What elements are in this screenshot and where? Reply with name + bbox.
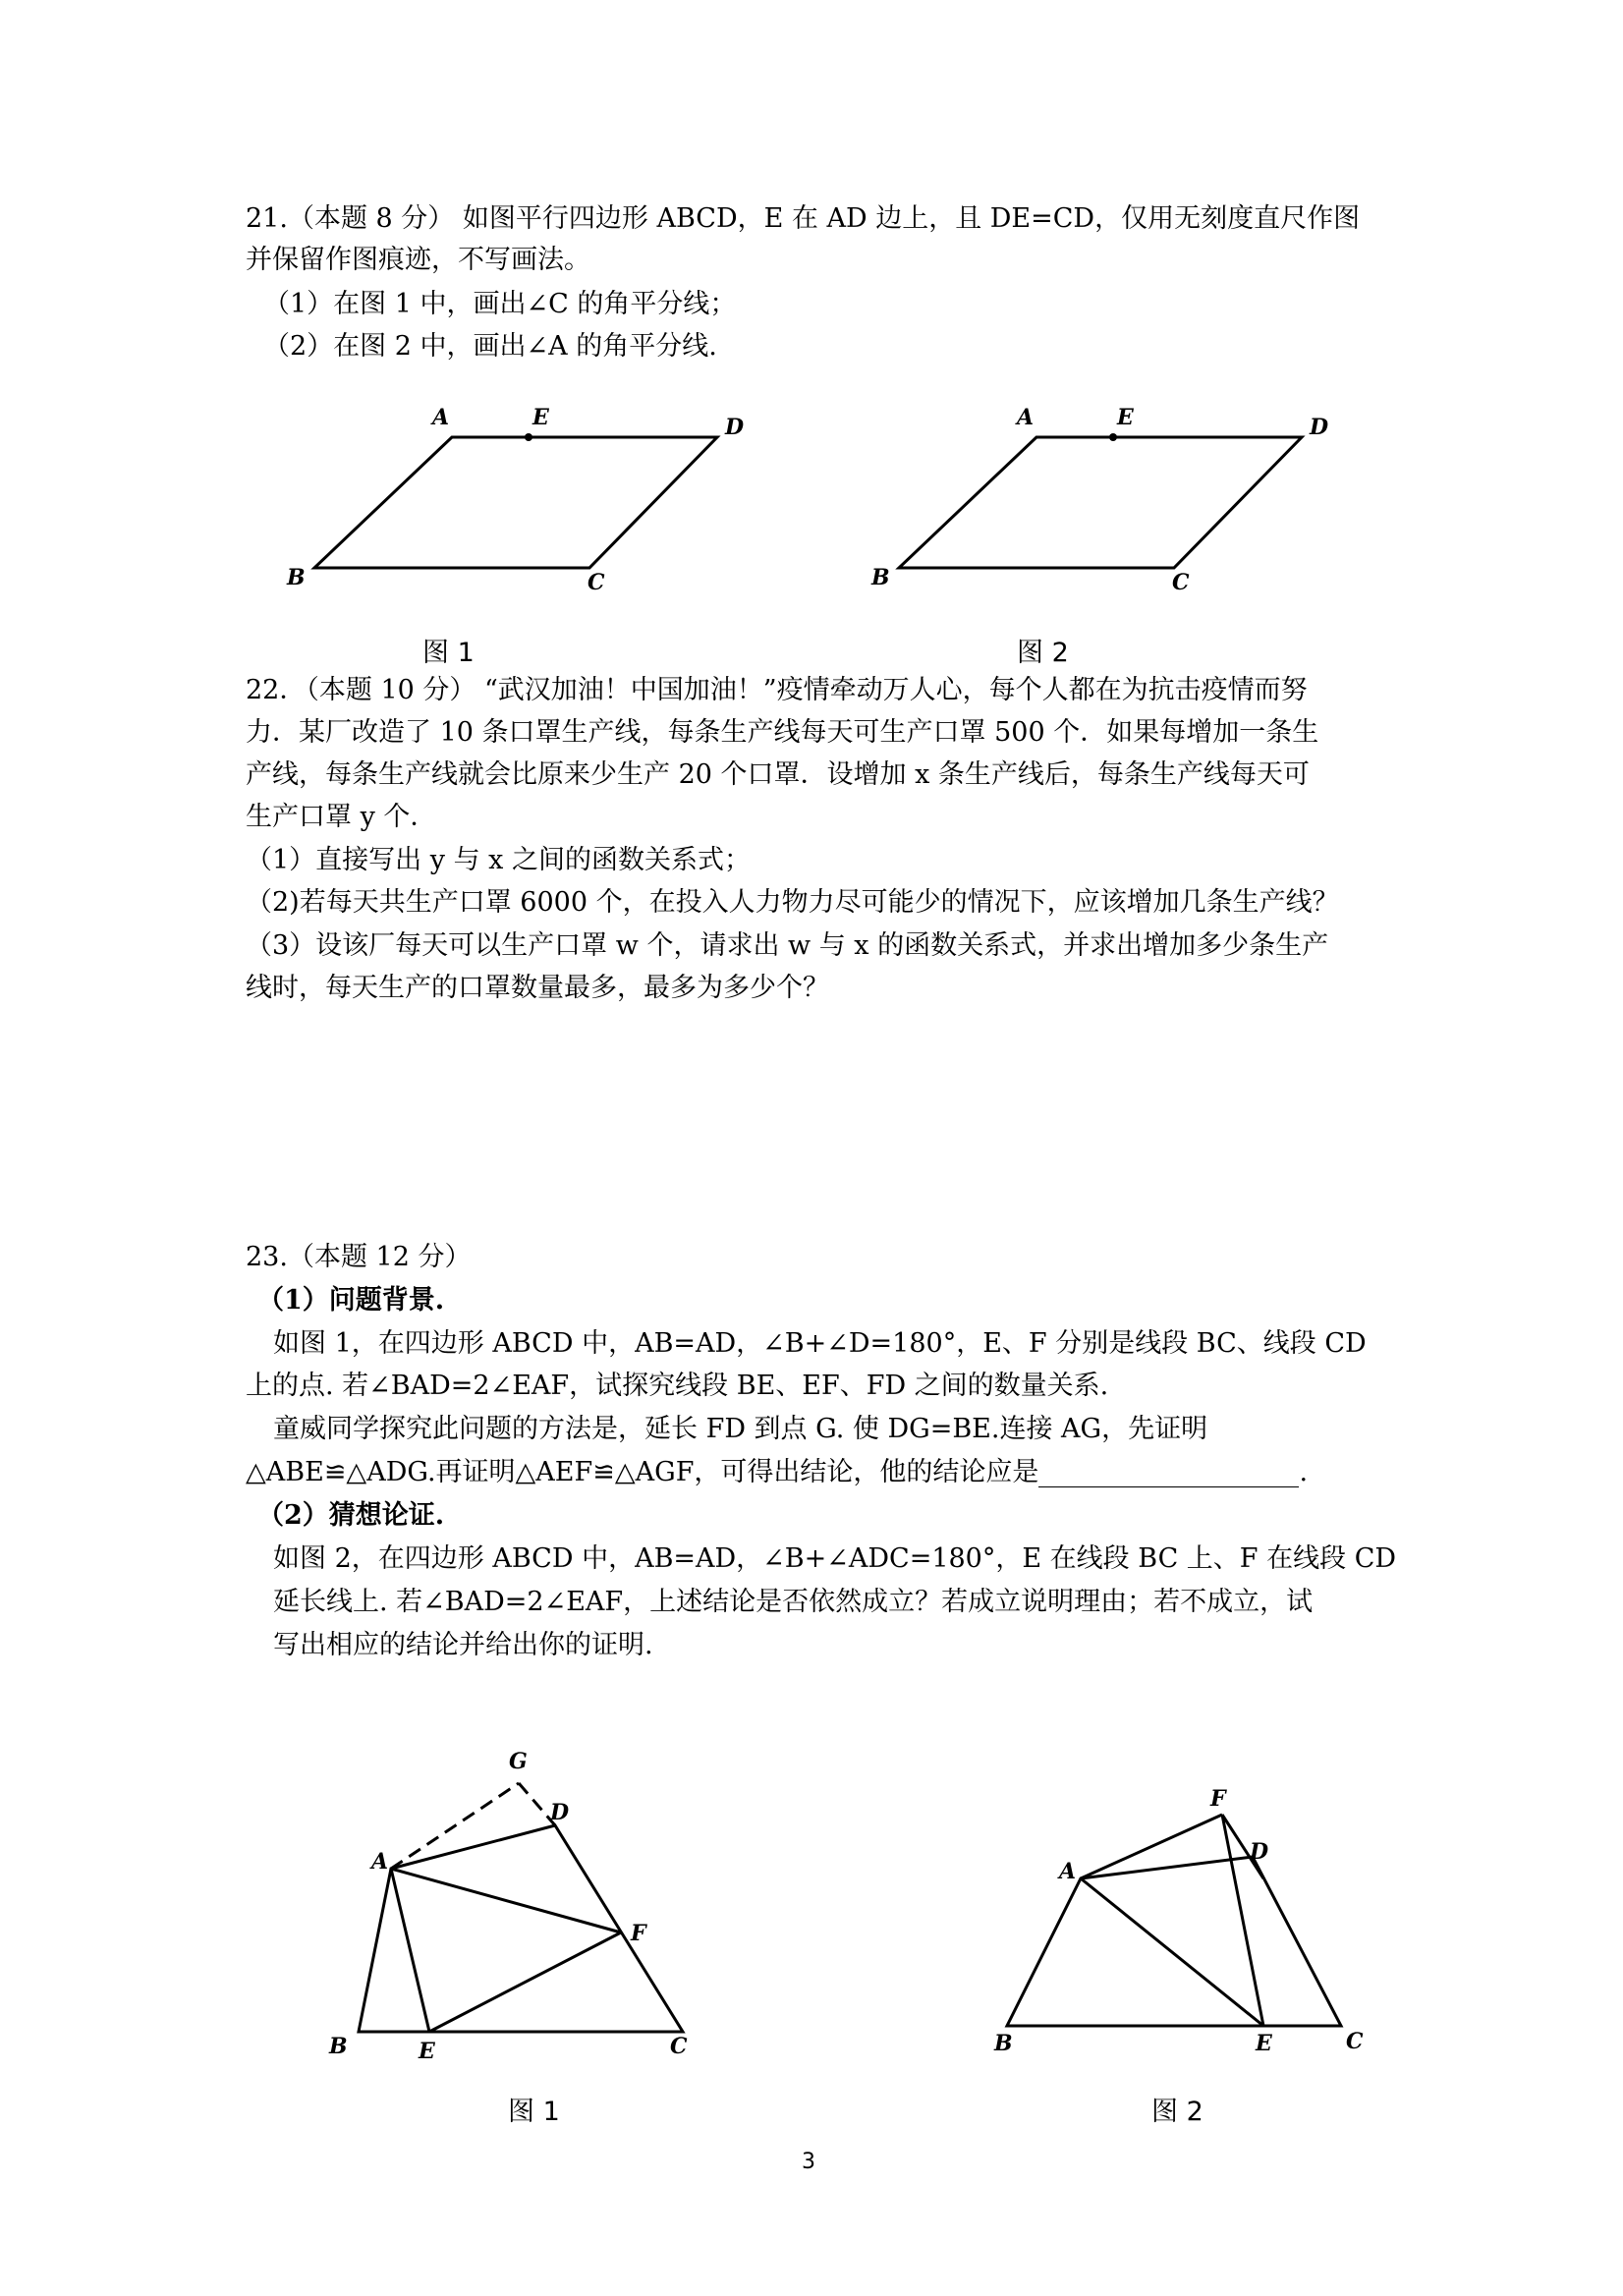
q21-fig2-label-e: E (1117, 405, 1134, 430)
q23-fig1-caption: 图 1 (508, 2097, 560, 2127)
q23-fig2-label-e: E (1256, 2031, 1272, 2056)
q22-line-7: （3）设该厂每天可以生产口罩 w 个，请求出 w 与 x 的函数关系式，并求出增加多少条生产 (246, 930, 1329, 961)
q22-line-3: 产线，每条生产线就会比原来少生产 20 个口罩．设增加 x 条生产线后，每条生产线每天可 (246, 759, 1310, 790)
q22-line-4: 生产口罩 y 个． (246, 802, 437, 832)
q21-fig1-label-d: D (725, 415, 745, 440)
q21-fig2-caption: 图 2 (1017, 638, 1069, 668)
q23-fig1-label-e: E (419, 2039, 435, 2064)
q23-fig1-label-c: C (670, 2034, 688, 2059)
q22-line-6: （2)若每天共生产口罩 6000 个，在投入人力物力尽可能少的情况下，应该增加几条生产线？ (246, 887, 1339, 918)
q23-fig2-caption: 图 2 (1151, 2097, 1203, 2127)
q21-fig2-label-c: C (1172, 570, 1190, 595)
page-number: 3 (802, 2150, 815, 2174)
q23-part1-line-4-end: . (1299, 1457, 1309, 1487)
q23-fig1-label-d: D (550, 1800, 570, 1825)
q23-fig2-label-f: F (1210, 1786, 1226, 1812)
q23-part1-line-3: 童威同学探究此问题的方法是，延长 FD 到点 G. 使 DG=BE.连接 AG，先证明 (273, 1414, 1208, 1444)
q21-figure-2 (860, 393, 1331, 609)
q23-title: 23.（本题 12 分） (246, 1242, 472, 1272)
q23-part1-line-4-text: △ABE≌△ADG.再证明△AEF≌△AGF，可得出结论，他的结论应是 (246, 1457, 1039, 1487)
q23-part1-line-4 (246, 1458, 1308, 1487)
q23-part2-line-1: 如图 2，在四边形 ABCD 中，AB=AD，∠B+∠ADC=180°，E 在线段 BC 上、F 在线段 CD (273, 1543, 1397, 1574)
q23-fig1-label-a: A (371, 1849, 389, 1875)
q23-part2-line-2: 延长线上. 若∠BAD=2∠EAF，上述结论是否依然成立？若成立说明理由；若不成立，试 (273, 1587, 1314, 1617)
q21-fig1-label-e: E (532, 405, 549, 430)
q21-fig1-label-c: C (588, 570, 605, 595)
q23-fig1-label-b: B (329, 2034, 348, 2059)
q23-figure-1 (314, 1709, 727, 2073)
q22-line-1: 22．（本题 10 分） “武汉加油！中国加油！”疫情牵动万人心，每个人都在为抗击疫情而努 (246, 675, 1308, 705)
q21-line-1: 21.（本题 8 分） 如图平行四边形 ABCD，E 在 AD 边上，且 DE=CD，仅用无刻度直尺作图 (246, 203, 1361, 234)
q23-part1-line-1: 如图 1，在四边形 ABCD 中，AB=AD，∠B+∠D=180°，E、F 分别是线段 BC、线段 CD (273, 1328, 1367, 1359)
q21-fig2-label-b: B (871, 565, 890, 590)
q23-fig2-label-d: D (1250, 1839, 1269, 1865)
q23-part2-line-3: 写出相应的结论并给出你的证明. (273, 1630, 653, 1660)
q22-line-5: （1）直接写出 y 与 x 之间的函数关系式； (246, 845, 751, 875)
q23-part1-heading: （1）问题背景. (257, 1285, 445, 1316)
q23-fig1-label-g: G (509, 1749, 528, 1774)
q21-fig1-caption: 图 1 (422, 638, 475, 668)
q23-figure-2 (973, 1768, 1385, 2073)
q22-line-2: 力．某厂改造了 10 条口罩生产线，每条生产线每天可生产口罩 500 个．如果每增加一条生 (246, 717, 1319, 748)
q21-fig1-label-a: A (432, 405, 450, 430)
q21-figure-1 (275, 393, 747, 609)
q23-fig1-label-f: F (631, 1921, 646, 1946)
q21-line-3: （1）在图 1 中，画出∠C 的角平分线； (263, 289, 737, 319)
q23-fig2-label-c: C (1346, 2029, 1364, 2054)
q23-fig2-label-a: A (1059, 1859, 1077, 1884)
q21-fig2-label-a: A (1017, 405, 1035, 430)
q23-part2-heading: （2）猜想论证. (257, 1500, 445, 1531)
answer-blank[interactable] (1038, 1461, 1299, 1487)
q22-line-8: 线时，每天生产的口罩数量最多，最多为多少个？ (246, 973, 829, 1003)
q21-line-4: （2）在图 2 中，画出∠A 的角平分线. (263, 331, 717, 362)
q21-fig1-label-b: B (287, 565, 306, 590)
q23-part1-line-2: 上的点. 若∠BAD=2∠EAF，试探究线段 BE、EF、FD 之间的数量关系. (246, 1371, 1109, 1401)
q21-line-2: 并保留作图痕迹，不写画法。 (246, 245, 590, 275)
q21-fig2-label-d: D (1310, 415, 1329, 440)
q23-fig2-label-b: B (994, 2031, 1013, 2056)
